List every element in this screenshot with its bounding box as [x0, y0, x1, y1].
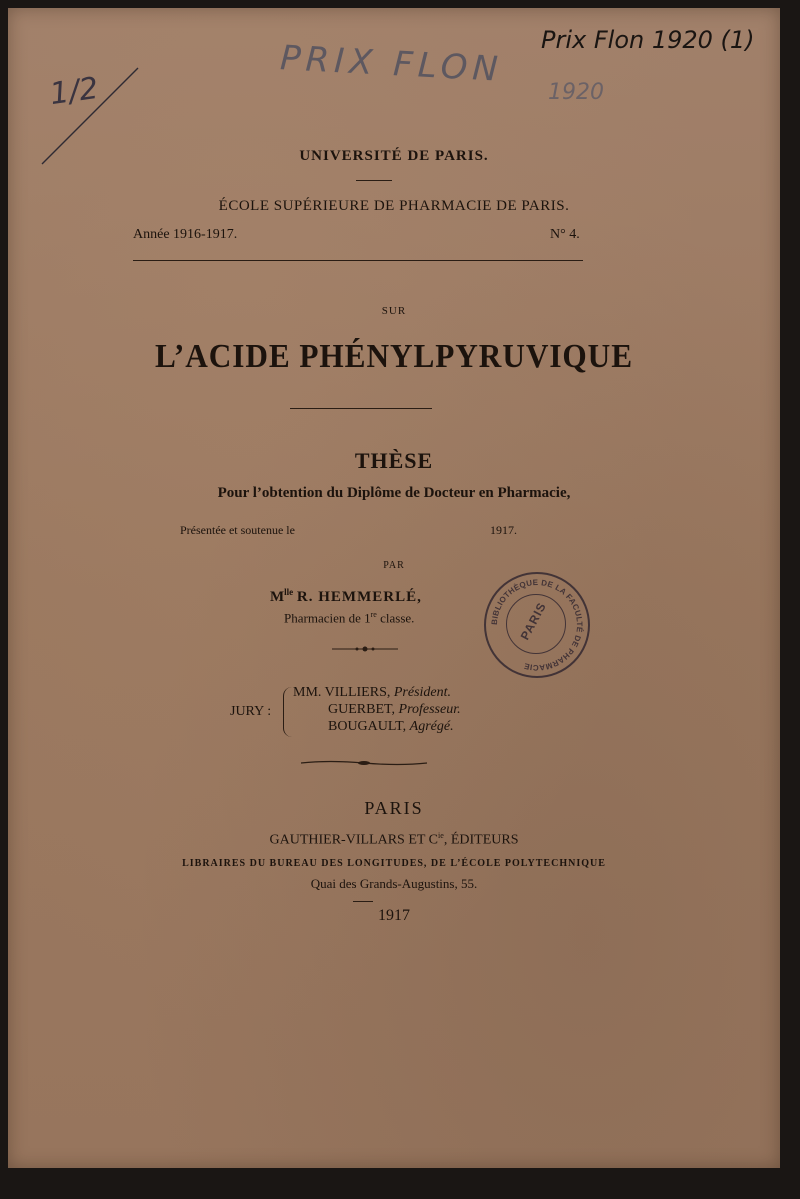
jury-member [293, 685, 451, 701]
these-presented-year: 1917. [490, 523, 517, 537]
jury-member-role: Président. [393, 685, 452, 700]
publisher-name-pre: GAUTHIER-VILLARS ET C [269, 832, 439, 848]
header-rule-long [133, 260, 583, 261]
publisher-name-post: , ÉDITEURS [443, 832, 519, 848]
author-title-sup: re [370, 610, 377, 619]
document-page [8, 8, 780, 1168]
handwritten-year: 1920 [548, 80, 604, 105]
academic-year: Année 1916-1917. [133, 227, 238, 242]
university-name: UNIVERSITÉ DE PARIS. [299, 148, 489, 164]
author-title-post: classe. [376, 610, 415, 626]
jury-member-name: BOUGAULT, [328, 719, 407, 734]
publisher-name [8, 831, 780, 849]
publisher-city: PARIS [364, 798, 424, 818]
publisher-name-sup: ie [438, 831, 444, 840]
handwritten-left-mark: 1/2 [47, 70, 101, 113]
ornament-divider [330, 644, 400, 654]
author-title-pre: Pharmacien de 1 [284, 610, 371, 626]
jury-member-name: MM. VILLIERS, [293, 685, 391, 700]
jury-member [328, 702, 461, 718]
publication-year: 1917 [378, 907, 410, 924]
ornament-divider-lower [299, 758, 429, 768]
library-stamp [484, 572, 590, 678]
jury-label: JURY : [230, 704, 272, 719]
these-purpose: Pour l’obtention du Diplôme de Docteur en Pharmacie, [217, 485, 571, 501]
author-full-name: R. HEMMERLÉ, [296, 589, 422, 605]
jury-member [328, 719, 454, 735]
jury-member-role: Professeur. [398, 702, 461, 717]
publisher-line: LIBRAIRES DU BUREAU DES LONGITUDES, DE L’ÉCOLE POLYTECHNIQUE [182, 858, 606, 869]
these-heading: THÈSE [354, 448, 434, 473]
author-title [284, 610, 414, 626]
author-name [270, 587, 422, 606]
school-name: ÉCOLE SUPÉRIEURE DE PHARMACIE DE PARIS. [218, 198, 570, 214]
thesis-number: N° 4. [550, 227, 580, 242]
handwritten-note-top-right: Prix Flon 1920 (1) [541, 26, 755, 54]
jury-member-name: GUERBET, [328, 702, 396, 717]
jury-brace [283, 687, 292, 737]
header-rule-short [356, 180, 392, 181]
prix-flon-stamp: PRIX FLON [279, 38, 504, 90]
publisher-rule [353, 901, 373, 902]
these-par: PAR [383, 560, 405, 571]
publisher-address: Quai des Grands-Augustins, 55. [310, 876, 478, 891]
jury-member-role: Agrégé. [409, 719, 454, 734]
thesis-title: L’ACIDE PHÉNYLPYRUVIQUE [155, 338, 633, 375]
svg-text:BIBLIOTHÈQUE DE LA FACULTÉ DE: BIBLIOTHÈQUE DE LA FACULTÉ DE PHARMACIE [489, 577, 585, 673]
library-stamp-center: PARIS [517, 599, 550, 643]
title-rule [290, 408, 432, 409]
author-prefix-sup: lle [284, 587, 294, 597]
these-presented: Présentée et soutenue le [180, 523, 295, 537]
author-prefix: M [270, 589, 285, 605]
title-sur: SUR [381, 305, 407, 317]
